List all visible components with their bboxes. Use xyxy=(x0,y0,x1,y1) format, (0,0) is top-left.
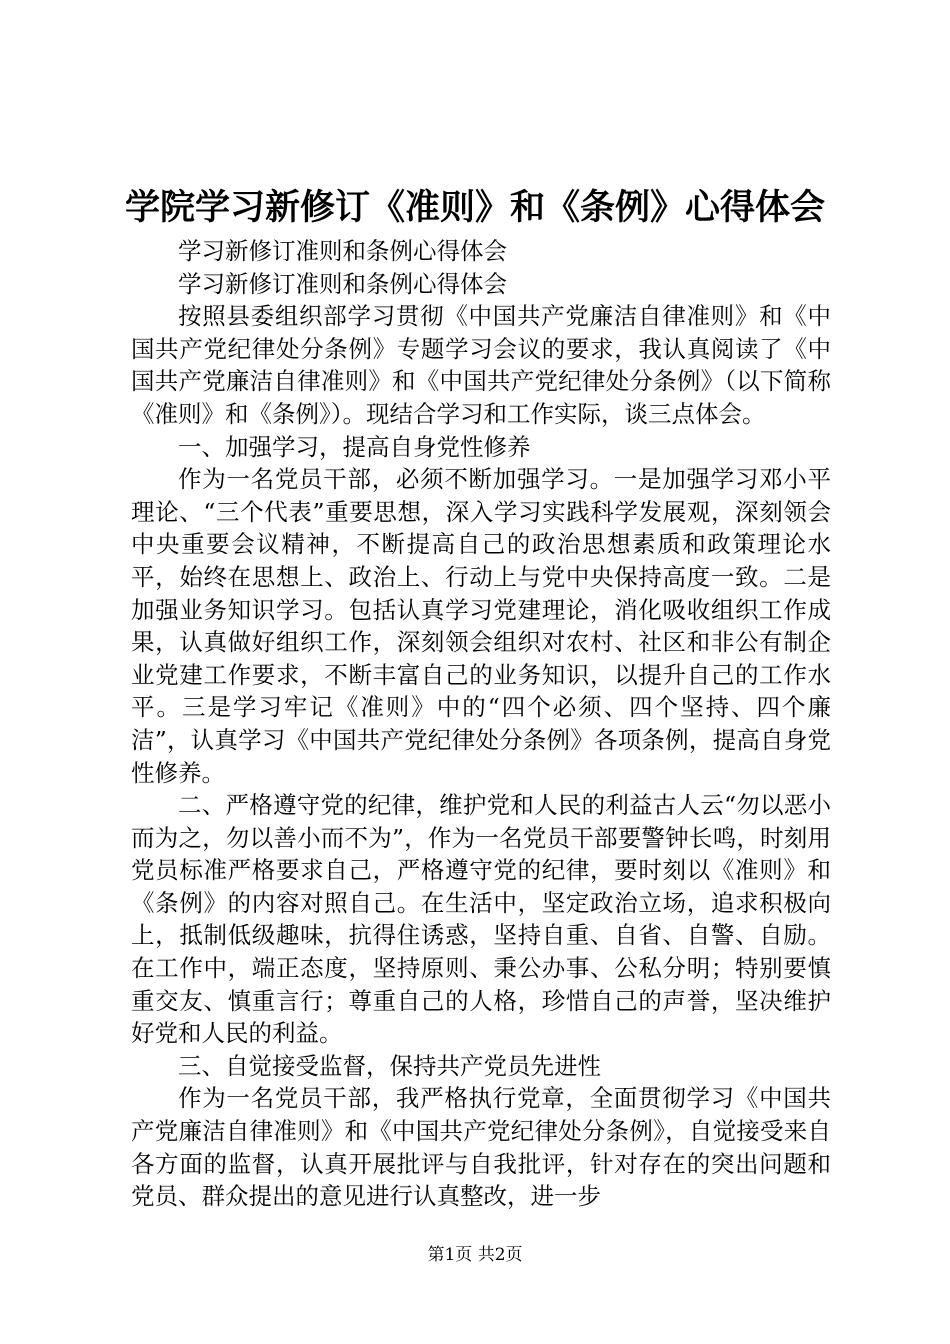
paragraph-section-3: 作为一名党员干部，我严格执行党章，全面贯彻学习《中国共产党廉洁自律准则》和《中国共产党纪律处分条例》，自觉接受来自各方面的监督，认真开展批评与自我批评，针对存在的突出问题和党员、群众提出的意见进行认真整改，进一步 xyxy=(131,1084,831,1211)
section-heading-1: 一、加强学习，提高自身党性修养 xyxy=(178,432,531,461)
paragraph-section-1: 作为一名党员干部，必须不断加强学习。一是加强学习邓小平理论、“三个代表”重要思想，深入学习实践科学发展观，深刻领会中央重要会议精神，不断提高自己的政治思想素质和政策理论水平，始终在思想上、政治上、行动上与党中央保持高度一致。二是加强业务知识学习。包括认真学习党建理论，消化吸收组织工作成果，认真做好组织工作，深刻领会组织对农村、社区和非公有制企业党建工作要求，不断丰富自己的业务知识，以提升自己的工作水平。三是学习牢记《准则》中的“四个必须、四个坚持、四个廉洁”，认真学习《中国共产党纪律处分条例》各项条例，提高自身党性修养。 xyxy=(131,465,831,787)
document-title: 学院学习新修订《准则》和《条例》心得体会 xyxy=(124,187,825,228)
paragraph-intro: 按照县委组织部学习贯彻《中国共产党廉洁自律准则》和《中国共产党纪律处分条例》专题学习会议的要求，我认真阅读了《中国共产党廉洁自律准则》和《中国共产党纪律处分条例》（以下简称《准则》和《条例》）。现结合学习和工作实际，谈三点体会。 xyxy=(131,302,831,428)
document-body xyxy=(131,235,831,1213)
paragraph-subtitle-1: 学习新修订准则和条例心得体会 xyxy=(178,237,507,265)
paragraph-subtitle-2: 学习新修订准则和条例心得体会 xyxy=(178,269,507,298)
section-heading-3: 三、自觉接受监督，保持共产党员先进性 xyxy=(178,1051,601,1080)
page-footer: 第1页 共2页 xyxy=(427,1245,523,1265)
paragraph-section-2: 二、严格遵守党的纪律，维护党和人民的利益古人云“勿以恶小而为之，勿以善小而不为”，作为一名党员干部要警钟长鸣，时刻用党员标准严格要求自己，严格遵守党的纪律，要时刻以《准则》和《条例》的内容对照自己。在生活中，坚定政治立场，追求积极向上，抵制低级趣味，抗得住诱惑，坚持自重、自省、自警、自励。在工作中，端正态度，坚持原则、秉公办事、公私分明；特别要慎重交友、慎重言行；尊重自己的人格，珍惜自己的声誉，坚决维护好党和人民的利益。 xyxy=(131,791,831,1048)
